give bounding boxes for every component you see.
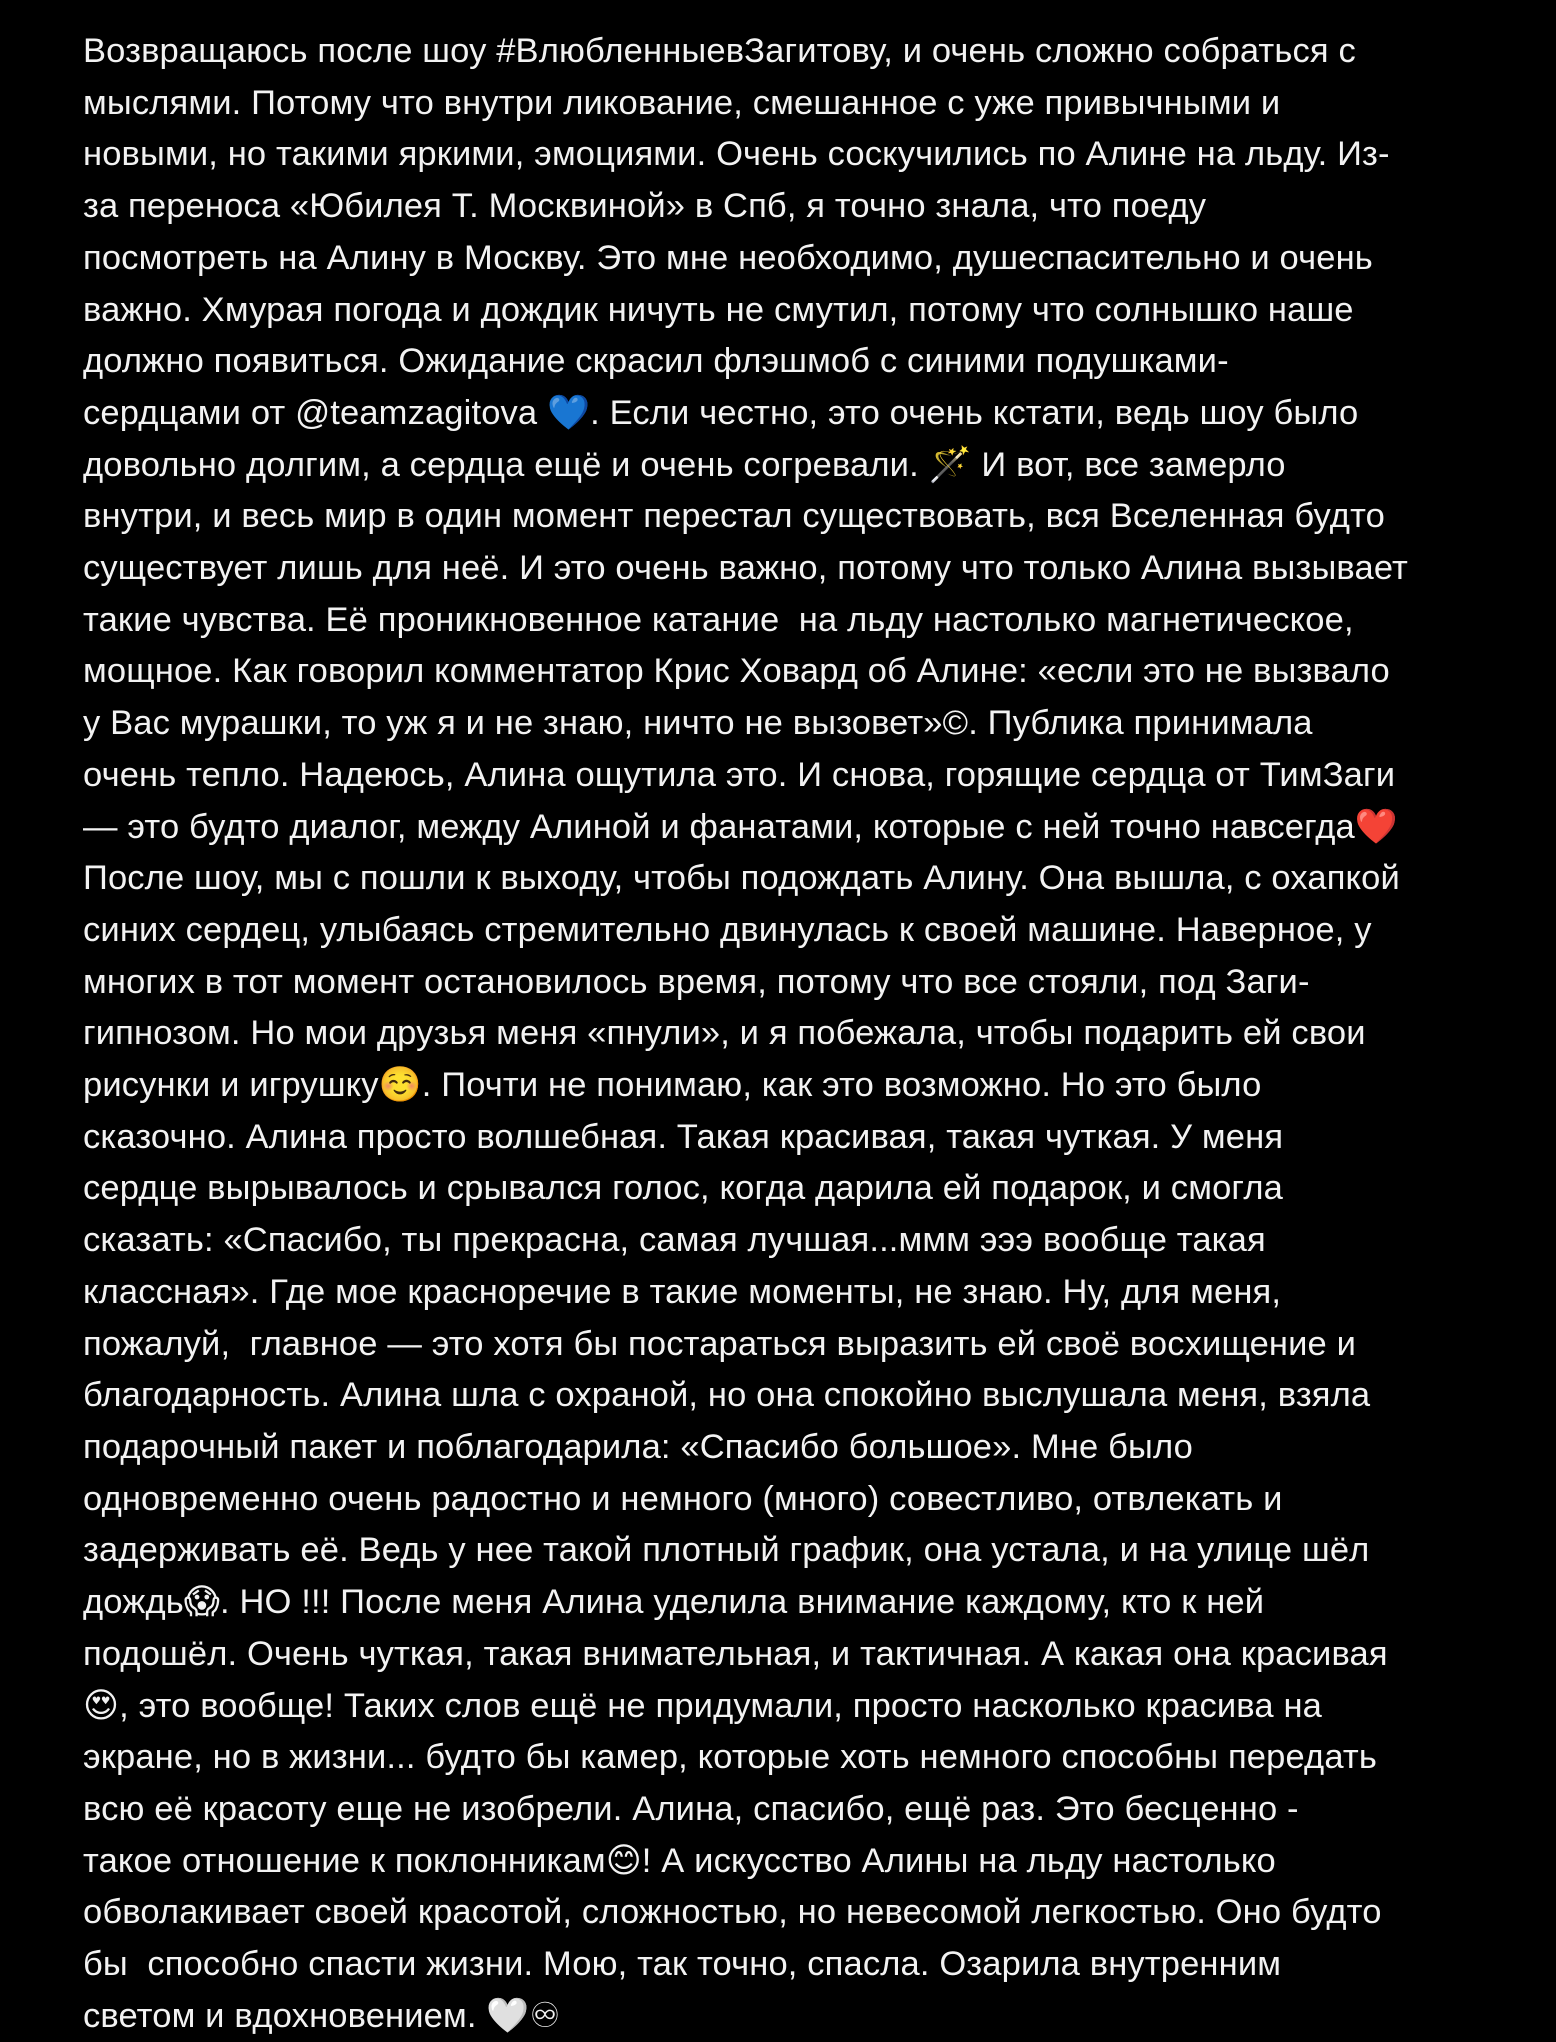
note-line: очень тепло. Надеюсь, Алина ощутила это. И снова, горящие сердца от ТимЗаги — [83, 755, 1396, 794]
note-line: сердце вырывалось и срывался голос, когда дарила ей подарок, и смогла — [83, 1169, 1284, 1208]
note-line: рисунки и игрушку☺️. Почти не понимаю, как это возможно. Но это было — [83, 1066, 1262, 1105]
note-line: мощное. Как говорил комментатор Крис Ховард об Алине: «если это не вызвало — [83, 652, 1390, 691]
note-line: светом и вдохновением. 🤍♾ — [83, 1996, 561, 2035]
note-line: внутри, и весь мир в один момент перестал существовать, вся Вселенная будто — [83, 497, 1385, 536]
note-line: многих в тот момент остановилось время, потому что все стояли, под Заги- — [83, 962, 1310, 1001]
note-line: такие чувства. Её проникновенное катание на льду настолько магнетическое, — [83, 600, 1354, 639]
note-line: должно появиться. Ожидание скрасил флэшмоб с синими подушками- — [83, 342, 1229, 381]
note-line: — это будто диалог, между Алиной и фанатами, которые с ней точно навсегда❤️ — [83, 807, 1398, 846]
note-line: посмотреть на Алину в Москву. Это мне необходимо, душеспасительно и очень — [83, 238, 1373, 277]
note-line: дождь😱. НО !!! После меня Алина уделила внимание каждому, кто к ней — [83, 1583, 1265, 1622]
note-line: пожалуй, главное — это хотя бы постараться выразить ей своё восхищение и — [83, 1324, 1357, 1363]
note-line: экране, но в жизни... будто бы камер, которые хоть немного способны передать — [83, 1738, 1377, 1777]
note-line: подошёл. Очень чуткая, такая внимательная, и тактичная. А какая она красивая — [83, 1634, 1388, 1673]
note-line: мыслями. Потому что внутри ликование, смешанное с уже привычными и — [83, 83, 1281, 122]
note-line: подарочный пакет и поблагодарила: «Спасибо большое». Мне было — [83, 1427, 1193, 1466]
note-line: такое отношение к поклонникам😊! А искусство Алины на льду настолько — [83, 1841, 1276, 1880]
note-line: Возвращаюсь после шоу #ВлюбленныевЗагитову, и очень сложно собраться с — [83, 32, 1356, 70]
note-line: у Вас мурашки, то уж я и не знаю, ничто не вызовет»©. Публика принимала — [83, 704, 1313, 743]
note-line: новыми, но такими яркими, эмоциями. Очень соскучились по Алине на льду. Из- — [83, 135, 1390, 174]
note-line: обволакивает своей красотой, сложностью, но невесомой легкостью. Оно будто — [83, 1893, 1382, 1932]
note-line: всю её красоту еще не изобрели. Алина, спасибо, ещё раз. Это бесценно - — [83, 1789, 1299, 1828]
note-line: сказочно. Алина просто волшебная. Такая красивая, такая чуткая. У меня — [83, 1117, 1284, 1156]
note-text-body[interactable] — [83, 26, 1503, 2042]
note-line: После шоу, мы с пошли к выходу, чтобы подождать Алину. Она вышла, с охапкой — [83, 859, 1400, 898]
note-line: сказать: «Спасибо, ты прекрасна, самая лучшая...ммм эээ вообще такая — [83, 1221, 1266, 1260]
note-line: довольно долгим, а сердца ещё и очень согревали. 🪄 И вот, все замерло — [83, 445, 1286, 484]
note-line: благодарность. Алина шла с охраной, но она спокойно выслушала меня, взяла — [83, 1376, 1371, 1415]
note-line: 😍, это вообще! Таких слов ещё не придумали, просто насколько красива на — [83, 1686, 1323, 1725]
note-line: одновременно очень радостно и немного (много) совестливо, отвлекать и — [83, 1479, 1283, 1518]
note-line: важно. Хмурая погода и дождик ничуть не смутил, потому что солнышко наше — [83, 290, 1354, 329]
note-line: синих сердец, улыбаясь стремительно двинулась к своей машине. Наверное, у — [83, 910, 1372, 949]
note-line: за переноса «Юбилея Т. Москвиной» в Спб, я точно знала, что поеду — [83, 187, 1207, 226]
note-line: бы способно спасти жизни. Мою, так точно, спасла. Озарила внутренним — [83, 1945, 1282, 1984]
note-line: сердцами от @teamzagitova 💙. Если честно, это очень кстати, ведь шоу было — [83, 393, 1359, 432]
note-line: классная». Где мое красноречие в такие моменты, не знаю. Ну, для меня, — [83, 1272, 1282, 1311]
note-line: гипнозом. Но мои друзья меня «пнули», и я побежала, чтобы подарить ей свои — [83, 1014, 1366, 1053]
note-line: задерживать её. Ведь у нее такой плотный график, она устала, и на улице шёл — [83, 1531, 1370, 1570]
note-line: существует лишь для неё. И это очень важно, потому что только Алина вызывает — [83, 549, 1408, 588]
